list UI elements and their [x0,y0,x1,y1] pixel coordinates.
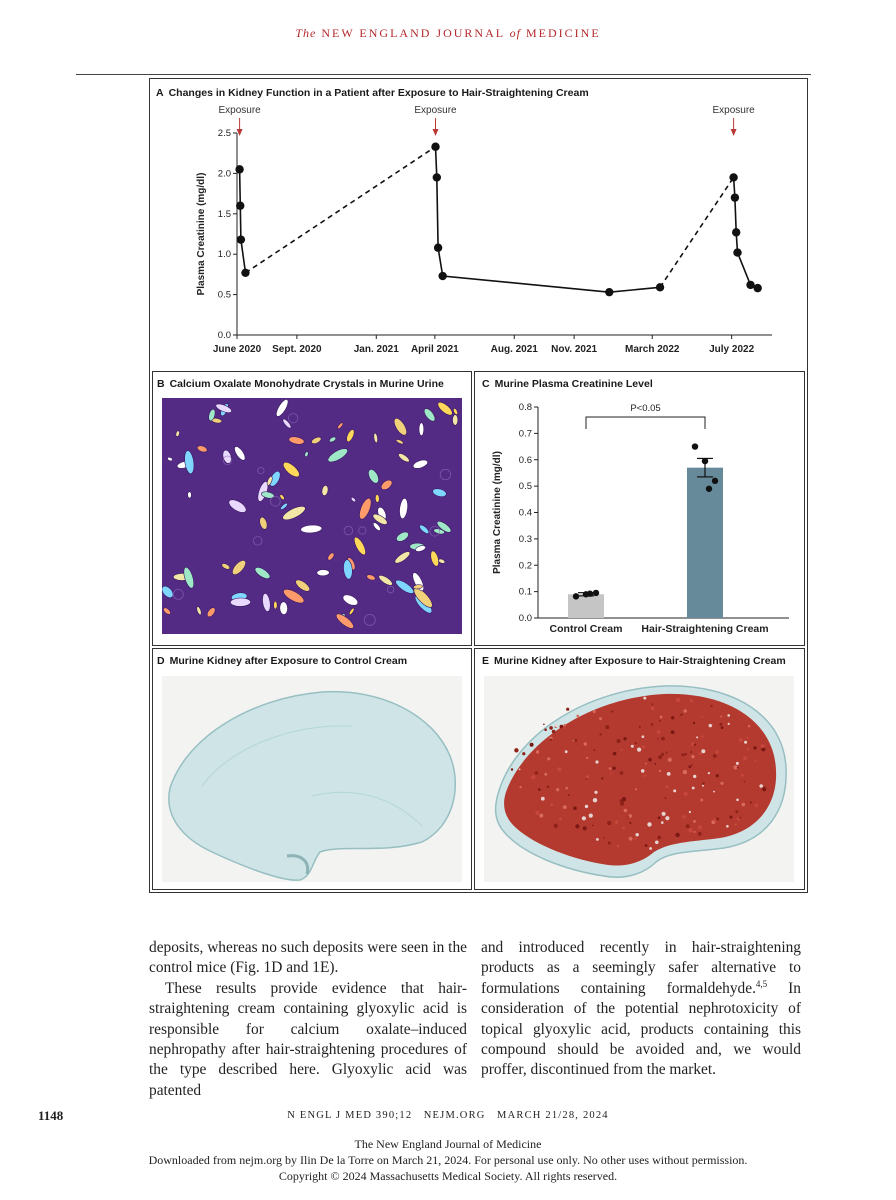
deposit-speck [735,823,737,825]
deposit-speck [514,748,518,752]
deposit-speck [688,828,692,832]
deposit-speck [535,771,538,774]
deposit-speck [667,772,671,776]
deposit-speck [691,755,694,758]
deposit-speck [629,837,633,841]
deposit-speck [519,769,521,771]
exposure-arrow-head [731,129,737,136]
deposit-speck [666,785,669,788]
deposit-speck [566,708,569,711]
deposit-speck [544,773,547,776]
y-tick-label: 0.2 [518,560,532,572]
body-column-left [149,938,467,1101]
exposure-arrow-head [237,129,243,136]
body-paragraph: and introduced recently in hair-straightening products as a seemingly safer alternative to formulations containing formaldehyde.$^{4,5}$ In consideration of the potential nephrotoxicity of topical glyoxylic acid, products containing this compound should be avoided and, we would proffer, discontinued from the market. [481,939,801,1079]
deposit-speck [747,748,749,750]
crystal [375,494,379,502]
deposit-speck [728,723,730,725]
deposit-speck [558,767,562,771]
deposit-speck [739,817,741,819]
deposit-speck [716,817,719,820]
data-point [712,478,718,484]
x-tick-label: Sept. 2020 [272,344,322,355]
deposit-speck [562,727,564,729]
deposit-speck [665,797,667,799]
category-label: Hair-Straightening Cream [641,623,769,635]
crystal [188,492,192,498]
deposit-speck [754,760,756,762]
deposit-speck [715,751,718,754]
y-tick-label: 2.5 [217,128,231,139]
deposit-speck [660,716,663,719]
data-point [587,591,593,597]
deposit-speck [582,816,586,820]
deposit-speck [621,749,623,751]
x-tick-label: April 2021 [410,344,459,355]
deposit-speck [733,765,737,769]
deposit-speck [735,810,738,813]
download-line-1: The New England Journal of Medicine [354,1137,542,1151]
deposit-speck [661,737,665,741]
x-tick-label: March 2022 [625,344,680,355]
y-tick-label: 0.5 [518,481,532,493]
download-line-2: Downloaded from nejm.org by Ilin De la Torre on March 21, 2024. For personal use only. No other uses without permission. [148,1153,748,1167]
data-point [732,228,740,236]
deposit-speck [671,730,675,734]
panel-a-title: A Changes in Kidney Function in a Patient after Exposure to Hair-Straightening Cream [156,87,589,99]
deposit-speck [762,787,766,791]
data-point [241,269,249,277]
deposit-speck [662,812,666,816]
deposit-speck [737,767,739,769]
deposit-speck [647,822,651,826]
treated-kidney-image [484,676,794,882]
deposit-speck [613,752,617,756]
deposit-speck [573,806,577,810]
deposit-speck [599,717,602,720]
deposit-speck [658,755,662,759]
deposit-speck [612,767,615,770]
deposit-speck [635,742,637,744]
deposit-speck [730,816,733,819]
data-point [731,193,739,201]
deposit-speck [761,744,765,748]
deposit-speck [623,737,626,740]
deposit-speck [655,841,659,845]
data-point [237,235,245,243]
deposit-speck [651,723,654,726]
download-line-3: Copyright © 2024 Massachusetts Medical Society. All rights reserved. [278,1169,618,1183]
deposit-speck [691,764,693,766]
deposit-speck [543,724,545,726]
x-tick-label: Aug. 2021 [490,344,538,355]
murine-creatinine-chart [474,371,805,646]
deposit-speck [681,753,684,756]
x-tick-label: July 2022 [709,344,755,355]
deposit-speck [637,748,641,752]
deposit-speck [547,757,550,760]
deposit-speck [539,814,543,818]
deposit-speck [654,763,656,765]
y-axis-label: Plasma Creatinine (mg/dl) [492,451,503,574]
y-tick-label: 0.8 [518,402,532,413]
deposit-speck [657,836,661,840]
deposit-speck [565,750,568,753]
deposit-speck [586,757,588,759]
deposit-speck [575,824,579,828]
deposit-speck [547,785,550,788]
deposit-speck [609,767,612,770]
deposit-speck [635,788,637,790]
deposit-speck [611,710,613,712]
deposit-speck [555,724,558,727]
deposit-speck [649,847,652,850]
y-tick-label: 0.1 [518,586,532,598]
kidney-function-chart [152,81,805,370]
deposit-speck [594,791,597,794]
deposit-speck [736,799,739,802]
deposit-speck [665,816,669,820]
deposit-speck [739,738,743,742]
deposit-speck [719,723,722,726]
data-point [573,593,579,599]
deposit-speck [741,774,744,777]
deposit-speck [690,751,692,753]
deposit-speck [689,811,691,813]
deposit-speck [634,837,636,839]
exposure-label: Exposure [712,105,755,116]
x-tick-label: Jan. 2021 [353,344,399,355]
data-point [729,173,737,181]
deposit-speck [544,728,547,731]
deposit-speck [636,833,639,836]
deposit-speck [593,710,596,713]
deposit-speck [648,758,652,762]
deposit-speck [550,803,553,806]
deposit-speck [556,788,559,791]
data-point [753,284,761,292]
y-tick-label: 1.5 [217,208,231,220]
deposit-speck [681,714,683,716]
data-point [431,143,439,151]
deposit-speck [759,784,763,788]
y-tick-label: 0.3 [518,533,532,545]
y-tick-label: 0.0 [518,613,532,624]
data-point [235,165,243,173]
deposit-speck [563,724,566,727]
deposit-speck [541,797,545,801]
deposit-speck [601,777,603,779]
deposit-speck [568,794,570,796]
deposit-speck [608,842,611,845]
exposure-label: Exposure [218,105,261,116]
deposit-speck [535,811,539,815]
deposit-speck [639,726,641,728]
y-tick-label: 2.0 [217,168,231,180]
deposit-speck [641,769,645,773]
deposit-speck [559,818,562,821]
deposit-speck [744,781,746,783]
deposit-speck [673,789,676,792]
deposit-speck [698,825,702,829]
deposit-speck [565,787,568,790]
y-tick-label: 0.7 [518,428,532,440]
dashed-series-line [660,177,734,287]
data-point [706,486,712,492]
deposit-speck [755,804,759,808]
deposit-speck [585,805,588,808]
deposit-speck [631,745,634,748]
data-point [236,202,244,210]
deposit-speck [692,787,695,790]
deposit-speck [693,722,695,724]
deposit-speck [659,770,661,772]
panel-c-title: C Murine Plasma Creatinine Level [482,378,653,390]
deposit-speck [720,782,723,785]
deposit-speck [685,753,687,755]
deposit-speck [610,773,612,775]
y-tick-label: 0.6 [518,454,532,466]
deposit-speck [643,697,646,700]
deposit-speck [629,814,633,818]
data-point [433,173,441,181]
deposit-speck [746,737,748,739]
crystal [453,415,458,426]
deposit-speck [622,797,626,801]
deposit-speck [721,726,724,729]
deposit-speck [686,824,690,828]
deposit-speck [727,714,730,717]
y-tick-label: 0.0 [217,330,231,341]
deposit-speck [574,739,577,742]
y-tick-label: 1.0 [217,249,231,261]
deposit-speck [699,752,702,755]
data-point [434,244,442,252]
deposit-speck [651,703,653,705]
deposit-speck [736,762,739,765]
deposit-speck [645,763,647,765]
deposit-speck [712,724,714,726]
deposit-speck [583,826,587,830]
deposit-speck [586,775,589,778]
significance-bracket [586,417,705,429]
deposit-speck [658,816,661,819]
deposit-speck [698,832,702,836]
deposit-speck [552,730,556,734]
exposure-label: Exposure [414,105,457,116]
deposit-speck [605,725,609,729]
crystal [280,602,288,615]
deposit-speck [620,771,624,775]
deposit-speck [748,725,750,727]
crystal [274,601,278,609]
deposit-speck [642,745,645,748]
exposure-arrow-head [433,129,439,136]
deposit-speck [593,749,595,751]
deposit-speck [702,716,704,718]
deposit-speck [616,739,620,743]
deposit-speck [689,766,692,769]
deposit-speck [644,775,646,777]
deposit-speck [708,772,710,774]
deposit-speck [617,845,620,848]
deposit-speck [753,746,756,749]
deposit-speck [711,705,713,707]
data-point [702,458,708,464]
deposit-speck [684,792,688,796]
deposit-speck [701,735,703,737]
deposit-speck [666,751,668,753]
deposit-speck [586,778,588,780]
data-point [733,248,741,256]
panel-b-title: B Calcium Oxalate Monohydrate Crystals in Murine Urine [157,378,444,390]
deposit-speck [694,831,696,833]
deposit-speck [683,709,687,713]
data-point [438,272,446,280]
data-point [692,443,698,449]
body-column-right [481,938,801,1081]
deposit-speck [675,833,679,837]
deposit-speck [702,785,704,787]
data-point [593,590,599,596]
deposit-speck [651,707,655,711]
deposit-speck [661,821,664,824]
panel-e-title: E Murine Kidney after Exposure to Hair-Straightening Cream [482,655,786,667]
y-tick-label: 0.4 [518,507,532,519]
deposit-speck [519,786,521,788]
bar [687,468,723,618]
deposit-speck [690,699,693,702]
category-label: Control Cream [549,623,623,635]
data-point [605,288,613,296]
deposit-speck [700,799,703,802]
journal-header: The NEW ENGLAND JOURNAL of MEDICINE [295,26,601,40]
deposit-speck [531,775,535,779]
deposit-speck [671,716,674,719]
deposit-speck [576,715,579,718]
deposit-speck [713,791,715,793]
deposit-speck [657,738,659,740]
deposit-speck [659,720,661,722]
header-rule [76,74,811,75]
body-paragraph: These results provide evidence that hair-straightening cream containing glyoxylic acid is responsible for calcium oxalate–induced nephropathy after hair-straightening procedures of the type described here. Glyoxylic acid was patented [149,979,467,1099]
deposit-speck [702,782,705,785]
deposit-speck [713,754,717,758]
deposit-speck [593,798,597,802]
y-axis-label: Plasma Creatinine (mg/dl) [196,172,207,296]
deposit-speck [696,736,698,738]
deposit-speck [584,742,587,745]
x-tick-label: June 2020 [212,344,262,355]
deposit-speck [589,814,593,818]
body-paragraph: deposits, whereas no such deposits were seen in the control mice (Fig. 1D and 1E). [149,939,467,977]
deposit-speck [726,825,729,828]
deposit-speck [595,760,598,763]
deposit-speck [693,775,696,778]
deposit-speck [563,805,567,809]
journal-citation: N ENGL J MED 390;12 NEJM.ORG MARCH 21/28, 2024 [287,1110,609,1121]
deposit-speck [645,844,648,847]
crystal [230,598,250,607]
series-line [436,147,661,293]
deposit-speck [511,768,513,770]
deposit-speck [530,743,534,747]
deposit-speck [538,788,541,791]
deposit-speck [661,753,664,756]
deposit-speck [657,730,661,734]
significance-label: P<0.05 [630,403,661,414]
deposit-speck [693,820,696,823]
deposit-speck [720,716,722,718]
deposit-speck [744,741,747,744]
deposit-speck [682,815,685,818]
urine-crystals-micrograph [162,398,462,634]
deposit-speck [624,809,628,813]
deposit-speck [668,758,672,762]
series-line [240,169,246,272]
deposit-speck [622,826,625,829]
deposit-speck [573,740,575,742]
deposit-speck [750,802,752,804]
deposit-speck [603,837,605,839]
page-number: 1148 [38,1108,64,1123]
deposit-speck [554,824,558,828]
deposit-speck [522,752,525,755]
reference-superscript[interactable]: 4,5 [755,978,768,989]
deposit-speck [536,750,539,753]
control-kidney-image [162,676,462,882]
deposit-speck [743,756,747,760]
deposit-speck [676,698,680,702]
deposit-speck [549,726,553,730]
data-point [746,281,754,289]
deposit-speck [615,820,619,824]
crystal [317,569,330,575]
dashed-series-line [246,147,436,273]
panel-d-title: D Murine Kidney after Exposure to Control Cream [157,655,408,667]
deposit-speck [607,821,611,825]
x-tick-label: Nov. 2021 [551,344,598,355]
crystal [419,423,424,436]
deposit-speck [629,822,631,824]
y-tick-label: 0.5 [217,289,231,301]
deposit-speck [550,739,552,741]
deposit-speck [701,749,705,753]
data-point [656,283,664,291]
deposit-speck [684,843,686,845]
deposit-speck [683,770,687,774]
deposit-speck [642,735,645,738]
deposit-speck [596,838,599,841]
deposit-speck [694,743,697,746]
deposit-speck [742,803,746,807]
deposit-speck [599,733,601,735]
deposit-speck [716,774,719,777]
deposit-speck [709,724,712,727]
deposit-speck [592,825,594,827]
